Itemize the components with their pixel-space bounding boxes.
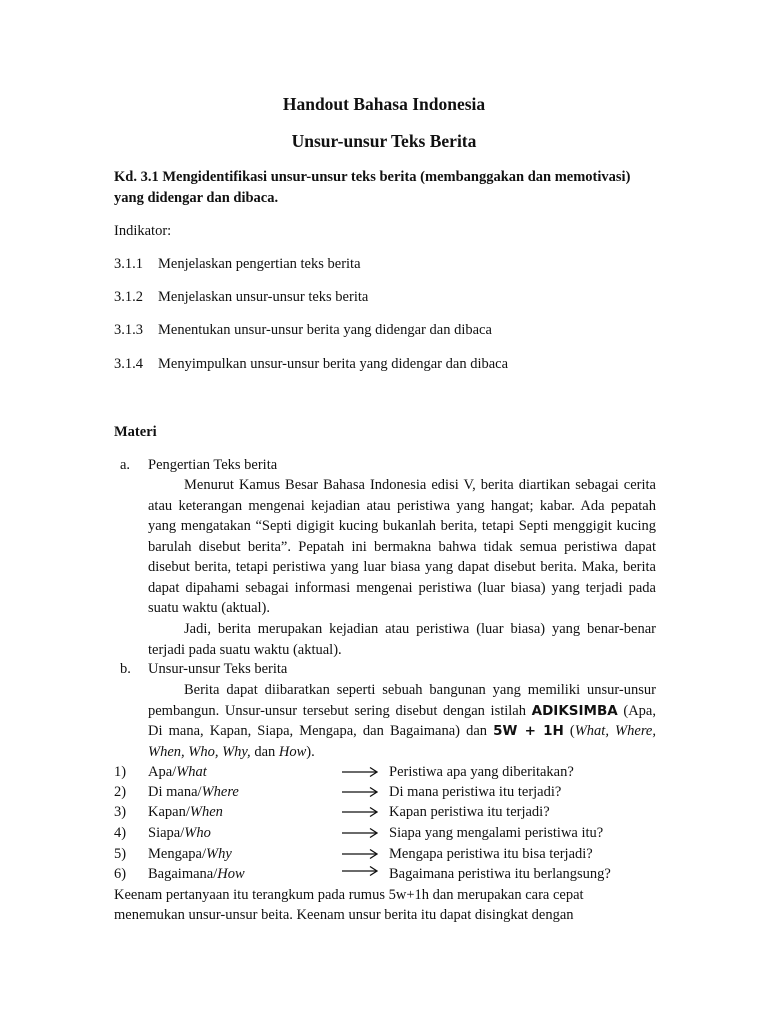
arrow-right-icon: [342, 806, 378, 818]
section-b-p1-italic: What, Where, When, Who, Why,: [148, 723, 656, 760]
question-number: 1): [114, 764, 127, 780]
indikator-text-2: Menjelaskan unsur-unsur teks berita: [158, 289, 369, 305]
section-b-p1-start: Berita dapat diibaratkan seperti sebuah bangunan yang memiliki unsur-unsur pembangun. Unsur-unsur tersebut sering disebut dengan istilah: [148, 682, 656, 719]
materi-heading: Materi: [114, 424, 157, 440]
question-answer: Kapan peristiwa itu terjadi?: [389, 804, 550, 820]
question-term-id: Kapan/: [148, 804, 190, 820]
section-b-title: Unsur-unsur Teks berita: [148, 661, 288, 677]
section-a-paragraph-1: [148, 475, 656, 619]
question-term-en: How: [217, 866, 245, 882]
document-subtitle: Unsur-unsur Teks Berita: [291, 131, 477, 151]
section-b-marker: b.: [120, 661, 131, 677]
section-a-p1-text: Menurut Kamus Besar Bahasa Indonesia edisi V, berita diartikan sebagai cerita atau keterangan mengenai kejadian atau peristiwa yang hangat; kabar. Ada pepatah yang mengatakan “Septi digigit kucing bukanlah berita, tetapi Septi menggigit kucing barulah disebut berita”. Pepatah ini bermakna bahwa tidak semua peristiwa dapat disebut berita, tetapi peristiwa yang luar biasa yang dapat disebut berita. Maka, berita dapat dipahami sebagai informasi mengenai peristiwa (luar biasa) yang terjadi pada suatu waktu (aktual).: [148, 477, 656, 616]
question-term-en: Why: [205, 846, 232, 862]
question-number: 2): [114, 784, 127, 800]
question-term-en: When: [189, 804, 223, 820]
question-term: [148, 864, 245, 884]
section-a-title: Pengertian Teks berita: [148, 457, 278, 473]
question-answer: Siapa yang mengalami peristiwa itu?: [389, 825, 604, 841]
kd-line-2: yang didengar dan dibaca.: [114, 190, 279, 206]
question-term-en: Who: [184, 825, 211, 841]
question-term-en: Where: [201, 784, 239, 800]
section-a-marker: a.: [120, 457, 131, 473]
closing-line-1: Keenam pertanyaan itu terangkum pada rumus 5w+1h dan merupakan cara cepat: [114, 887, 584, 903]
question-term: [148, 844, 232, 864]
question-answer: Bagaimana peristiwa itu berlangsung?: [389, 866, 611, 882]
section-a-paragraph-2: [148, 619, 656, 660]
kd-line-1: Kd. 3.1 Mengidentifikasi unsur-unsur teks berita (membanggakan dan memotivasi): [114, 169, 631, 185]
indikator-label: Indikator:: [114, 223, 172, 239]
question-term: [148, 782, 239, 802]
indikator-text-3: Menentukan unsur-unsur berita yang didengar dan dibaca: [158, 322, 492, 338]
section-b-paragraph: [148, 680, 656, 762]
question-term: [148, 762, 207, 782]
document-title: Handout Bahasa Indonesia: [282, 94, 486, 114]
question-term-id: Siapa/: [148, 825, 185, 841]
indikator-num-1: 3.1.1: [114, 256, 143, 272]
section-b-p1-how: How: [278, 743, 307, 760]
arrow-right-icon: [342, 865, 378, 877]
arrow-right-icon: [342, 827, 378, 839]
arrow-right-icon: [342, 786, 378, 798]
indikator-num-4: 3.1.4: [114, 356, 143, 372]
question-term-id: Bagaimana/: [148, 866, 218, 882]
question-number: 5): [114, 846, 127, 862]
question-number: 4): [114, 825, 127, 841]
section-b-p1-mid: (Apa, Di mana, Kapan, Siapa, Mengapa, dan Bagaimana) dan: [148, 702, 656, 739]
question-number: 6): [114, 866, 127, 882]
question-term-id: Mengapa/: [148, 846, 206, 862]
question-term: [148, 823, 211, 843]
question-number: 3): [114, 804, 127, 820]
section-a-p2-text: Jadi, berita merupakan kejadian atau peristiwa (luar biasa) yang benar-benar terjadi pada suatu waktu (aktual).: [148, 621, 656, 658]
section-b-p1-and: dan: [250, 743, 279, 760]
question-term-id: Apa/: [148, 764, 177, 780]
section-b-p1-open: (: [563, 723, 575, 739]
question-term-id: Di mana/: [148, 784, 202, 800]
indikator-num-2: 3.1.2: [114, 289, 143, 305]
question-term-en: What: [176, 764, 207, 780]
indikator-text-1: Menjelaskan pengertian teks berita: [158, 256, 361, 272]
question-answer: Peristiwa apa yang diberitakan?: [389, 764, 574, 780]
closing-line-2: menemukan unsur-unsur beita. Keenam unsur berita itu dapat disingkat dengan: [114, 907, 574, 923]
indikator-num-3: 3.1.3: [114, 322, 143, 338]
indikator-text-4: Menyimpulkan unsur-unsur berita yang didengar dan dibaca: [158, 356, 509, 372]
question-term: [148, 802, 223, 822]
adiksimba-term: ADIKSIMBA: [531, 702, 618, 719]
arrow-right-icon: [342, 848, 378, 860]
question-answer: Di mana peristiwa itu terjadi?: [389, 784, 562, 800]
arrow-right-icon: [342, 766, 378, 778]
5w1h-term: 5W + 1H: [493, 723, 564, 739]
question-answer: Mengapa peristiwa itu bisa terjadi?: [389, 846, 593, 862]
section-b-p1-end: ).: [306, 743, 315, 760]
